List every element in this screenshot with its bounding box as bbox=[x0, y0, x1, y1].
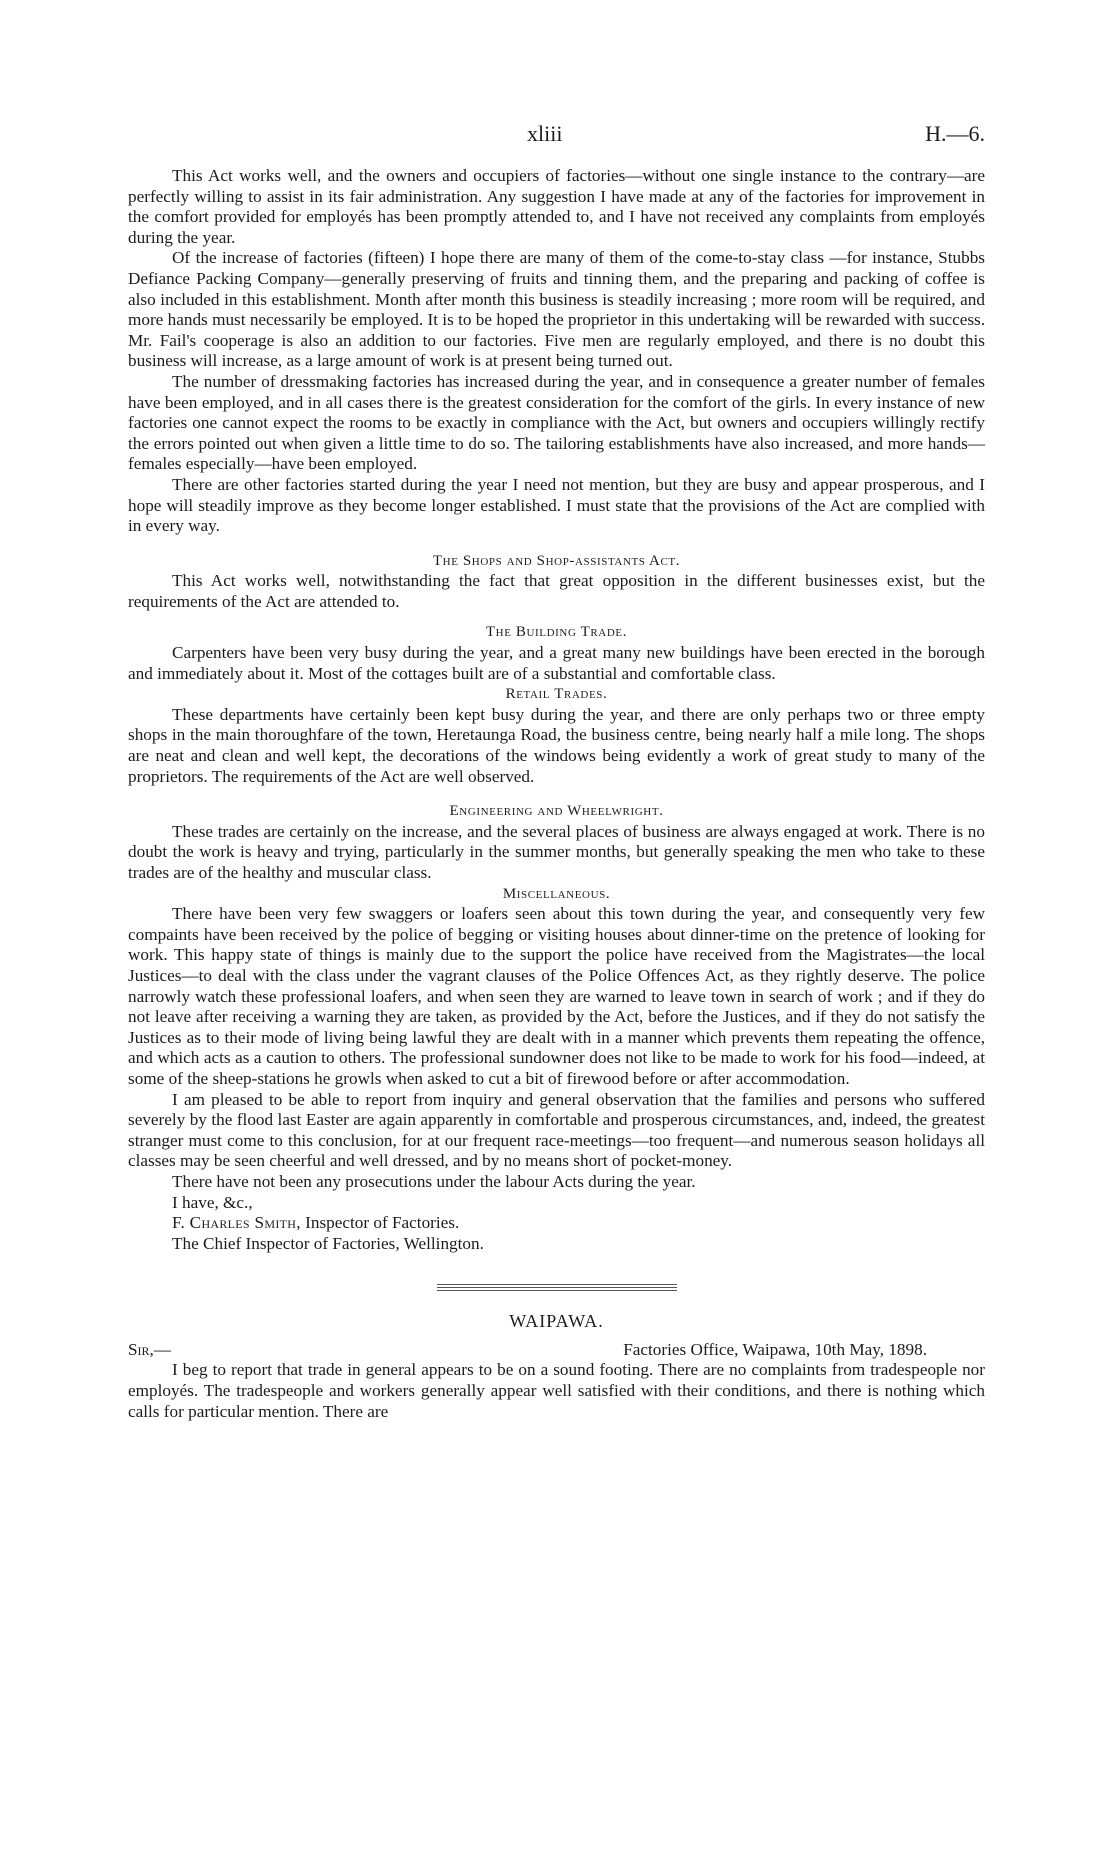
section-heading: Miscellaneous. bbox=[502, 885, 611, 902]
body-paragraph: This Act works well, and the owners and occupiers of factories—without one single instance to the contrary—are perfectly willing to assist in its fair administration. Any suggestion I have made at any of the factories for improvement in the comfort provided for employés has been promptly attended to, and I have not received any complaints from employés during the year. bbox=[128, 166, 985, 247]
page-number: xliii bbox=[527, 121, 563, 146]
section-heading: Engineering and Wheelwright. bbox=[449, 803, 664, 820]
section-building-trade bbox=[128, 622, 985, 684]
waipawa-report bbox=[128, 1311, 985, 1422]
signature-name: F. Charles Smith, bbox=[172, 1213, 301, 1233]
report-title: WAIPAWA. bbox=[509, 1311, 604, 1332]
section-engineering bbox=[128, 801, 985, 883]
body-paragraph: These departments have certainly been kept busy during the year, and there are only perhaps two or three empty shops in the main thoroughfare of the town, Heretaunga Road, the business centre, being nearly half a mile long. The shops are neat and clean and well kept, the decorations of the windows being evidently a work of great study to many of the proprietors. The requirements of the Act are well observed. bbox=[128, 704, 985, 786]
body-paragraph: I am pleased to be able to report from inquiry and general observation that the families and persons who suffered severely by the flood last Easter are again apparently in comfortable and prosperous circumstances, and, indeed, the greatest stranger must come to this conclusion, for at our frequent race-meetings—too frequent—and numerous season holidays all classes may be seen cheerful and well dressed, and by no means short of pocket-money. bbox=[128, 1089, 985, 1171]
running-header bbox=[0, 121, 1114, 151]
dateline: Factories Office, Waipawa, 10th May, 1898. bbox=[623, 1339, 927, 1359]
section-factories bbox=[128, 166, 985, 537]
section-heading: The Building Trade. bbox=[485, 624, 628, 641]
body-paragraph: This Act works well, notwithstanding the fact that great opposition in the different businesses exist, but the requirements of the Act are attended to. bbox=[128, 571, 985, 611]
section-divider bbox=[437, 1284, 677, 1291]
body-paragraph: The number of dressmaking factories has increased during the year, and in consequence a greater number of females have been employed, and in all cases there is the greatest consideration for the comfort of the girls. In every instance of new factories one cannot expect the rooms to be exactly in compliance with the Act, but owners and occupiers willingly rectify the errors pointed out when given a little time to do so. The tailoring establishments have also increased, and more hands—females especially—have been employed. bbox=[128, 371, 985, 474]
body-paragraph: Of the increase of factories (fifteen) I hope there are many of them of the come-to-stay class —for instance, Stubbs Defiance Packing Company—generally preserving of fruits and tinning them, and the preparing and packing of coffee is also included in this establishment. Month after month this business is steadily increasing ; more room will be required, and more hands must necessarily be employed. It is to be hoped the proprietor in this undertaking will be rewarded with success. Mr. Fail's cooperage is also an addition to our factories. Five men are regularly employed, and there is no doubt this business will increase, as a large amount of work is at present being turned out. bbox=[128, 248, 985, 371]
body-paragraph: There have not been any prosecutions under the labour Acts during the year. bbox=[172, 1171, 696, 1191]
valediction: I have, &c., bbox=[172, 1192, 253, 1212]
signature-block bbox=[128, 1193, 985, 1255]
report-reference: H.—6. bbox=[925, 121, 985, 146]
section-heading: Retail Trades. bbox=[505, 686, 608, 703]
section-shops-act bbox=[128, 551, 985, 613]
salutation-line bbox=[128, 1340, 985, 1361]
signature-title: Inspector of Factories. bbox=[300, 1213, 460, 1233]
body-paragraph: These trades are certainly on the increase, and the several places of business are always engaged at work. There is no doubt the work is heavy and trying, particularly in the summer months, but generally speaking the men who take to these trades are of the healthy and muscular class. bbox=[128, 821, 985, 882]
section-miscellaneous bbox=[128, 884, 985, 1193]
addressee: The Chief Inspector of Factories, Wellington. bbox=[172, 1233, 484, 1253]
signature-line bbox=[128, 1213, 985, 1234]
body-paragraph: There are other factories started during the year I need not mention, but they are busy and appear prosperous, and I hope will steadily improve as they become longer established. I must state that the provisions of the Act are complied with in every way. bbox=[128, 474, 985, 536]
body-paragraph: I beg to report that trade in general appears to be on a sound footing. There are no complaints from tradespeople nor employés. The tradespeople and workers generally appear well satisfied with their conditions, and there is nothing which calls for particular mention. There are bbox=[128, 1360, 985, 1421]
body-paragraph: There have been very few swaggers or loafers seen about this town during the year, and consequently very few compaints have been received by the police of begging or visiting houses about dinner-time on the pretence of looking for work. This happy state of things is mainly due to the support the police have received from the Magistrates—the local Justices—to deal with the class under the vagrant clauses of the Police Offences Act, as they rightly deserve. The police narrowly watch these professional loafers, and when seen they are warned to leave town in search of work ; and if they do not leave after receiving a warning they are taken, as provided by the Act, before the Justices, and if they do not satisfy the Justices as to their mode of living being lawful they are dealt with in a manner which prevents them repeating the offence, and which acts as a caution to others. The professional sundowner does not like to be made to work for his food—indeed, at some of the sheep-stations he growls when asked to cut a bit of firewood before or after accommodation. bbox=[128, 904, 985, 1088]
section-heading: The Shops and Shop-assistants Act. bbox=[432, 552, 681, 569]
salutation: Sir,— bbox=[128, 1339, 172, 1359]
section-retail-trades bbox=[128, 684, 985, 787]
report-body bbox=[128, 166, 985, 1422]
body-paragraph: Carpenters have been very busy during the year, and a great many new buildings have been erected in the borough and immediately about it. Most of the cottages built are of a substantial and comfortable class. bbox=[128, 643, 985, 683]
